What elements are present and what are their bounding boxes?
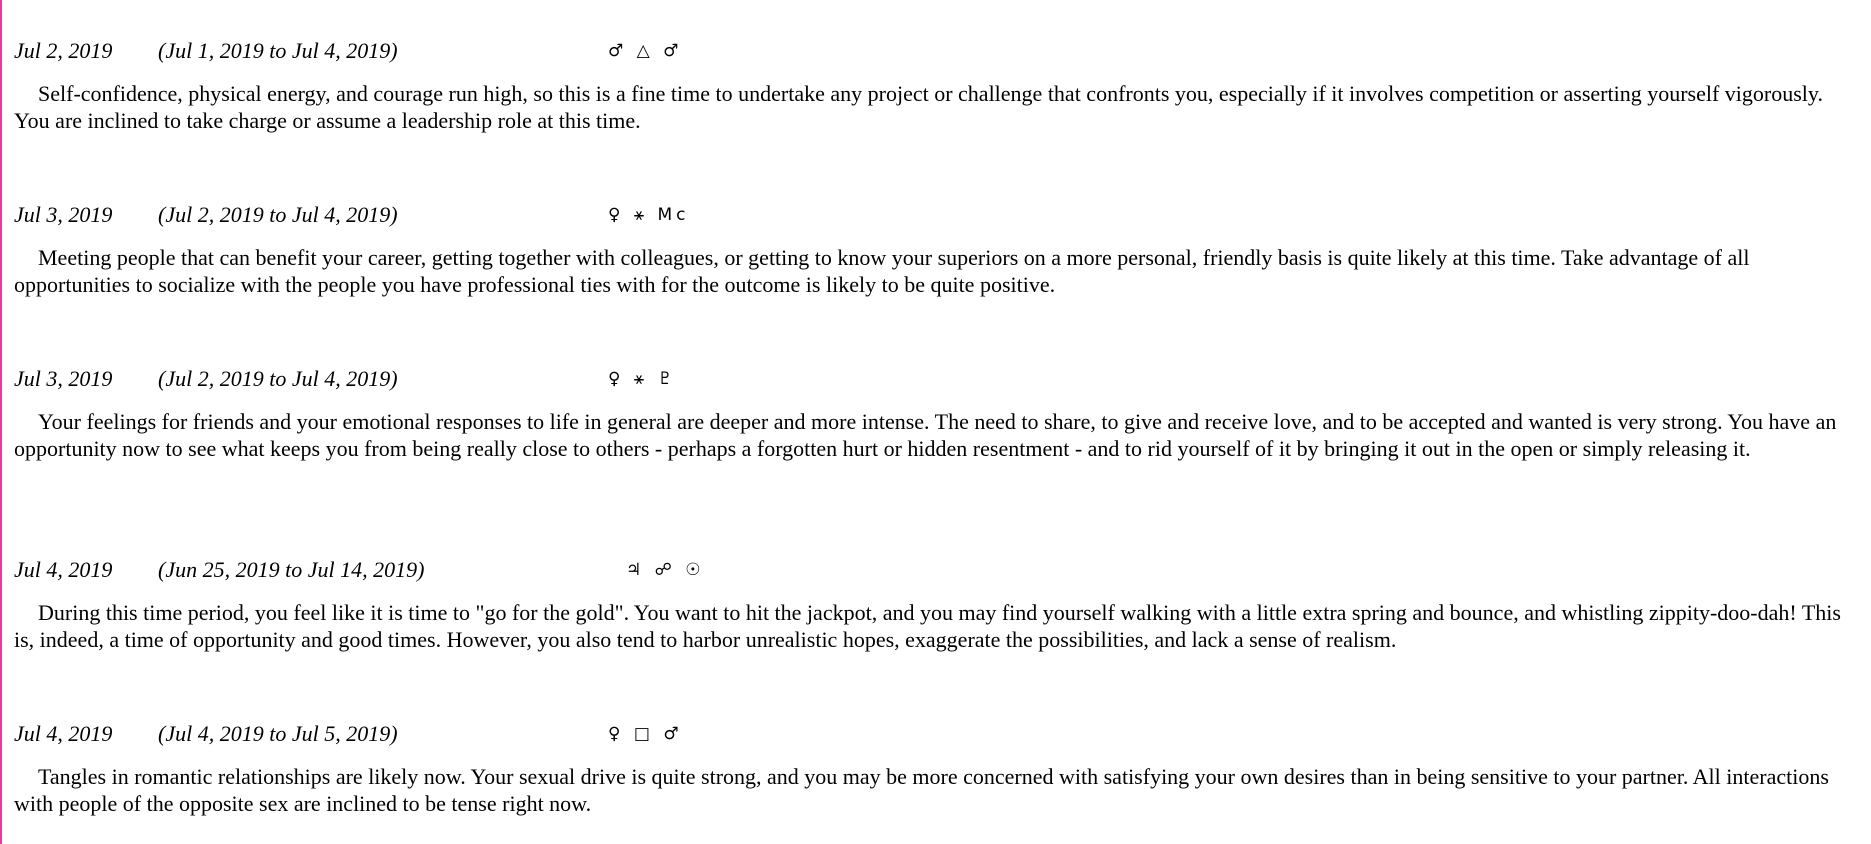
aspect-glyphs: ♀ □ ♂	[608, 724, 683, 744]
entry-header	[14, 556, 1859, 584]
transit-entry	[14, 201, 1859, 298]
entry-date: Jul 3, 2019	[14, 202, 113, 227]
entry-interpretation-text: Self-confidence, physical energy, and courage run high, so this is a fine time to undertake any project or challenge that confronts you, especially if it involves competition or asserting yourself vigorously. You are inclined to take charge or assume a leadership role at this time.	[14, 81, 1823, 133]
entry-interpretation-text: Tangles in romantic relationships are likely now. Your sexual drive is quite strong, and you may be more concerned with satisfying your own desires than in being sensitive to your partner. All interactions with people of the opposite sex are inclined to be tense right now.	[14, 764, 1829, 816]
entry-date-range: (Jul 1, 2019 to Jul 4, 2019)	[158, 38, 398, 63]
entry-interpretation-text: Your feelings for friends and your emotional responses to life in general are deeper and more intense. The need to share, to give and receive love, and to be accepted and wanted is very strong. You have an opportunity now to see what keeps you from being really close to others - perhaps a forgotten hurt or hidden resentment - and to rid yourself of it by bringing it out in the open or simply releasing it.	[14, 409, 1837, 461]
entry-date-range: (Jul 2, 2019 to Jul 4, 2019)	[158, 366, 398, 391]
left-border-rule	[0, 0, 2, 844]
aspect-glyphs: ♂ △ ♂	[608, 41, 683, 61]
entry-date: Jul 4, 2019	[14, 557, 113, 582]
entry-interpretation-text: Meeting people that can benefit your career, getting together with colleagues, or getting to know your superiors on a more personal, friendly basis is quite likely at this time. Take advantage of all opportunities to socialize with the people you have professional ties with for the outcome is likely to be quite positive.	[14, 245, 1750, 297]
transit-entry	[14, 556, 1859, 653]
entry-date-range: (Jul 2, 2019 to Jul 4, 2019)	[158, 202, 398, 227]
entry-header	[14, 37, 1859, 65]
transit-entry	[14, 365, 1859, 462]
entry-header	[14, 201, 1859, 229]
entry-header	[14, 365, 1859, 393]
entry-date-range: (Jun 25, 2019 to Jul 14, 2019)	[158, 557, 425, 582]
transit-entry	[14, 720, 1859, 817]
aspect-glyphs: ♀ ⚹ Mc	[608, 205, 690, 225]
entry-date: Jul 4, 2019	[14, 721, 113, 746]
entry-date: Jul 2, 2019	[14, 38, 113, 63]
entry-date: Jul 3, 2019	[14, 366, 113, 391]
entry-interpretation-text: During this time period, you feel like it is time to "go for the gold". You want to hit the jackpot, and you may find yourself walking with a little extra spring and bounce, and whistling zippity-doo-dah! This is, indeed, a time of opportunity and good times. However, you also tend to harbor unrealistic hopes, exaggerate the possibilities, and lack a sense of realism.	[14, 600, 1841, 652]
transit-entry	[14, 37, 1859, 134]
entry-header	[14, 720, 1859, 748]
entry-date-range: (Jul 4, 2019 to Jul 5, 2019)	[158, 721, 398, 746]
aspect-glyphs: ♀ ⚹ ♇	[608, 369, 677, 389]
aspect-glyphs: ♃ ☍ ☉	[626, 560, 705, 580]
